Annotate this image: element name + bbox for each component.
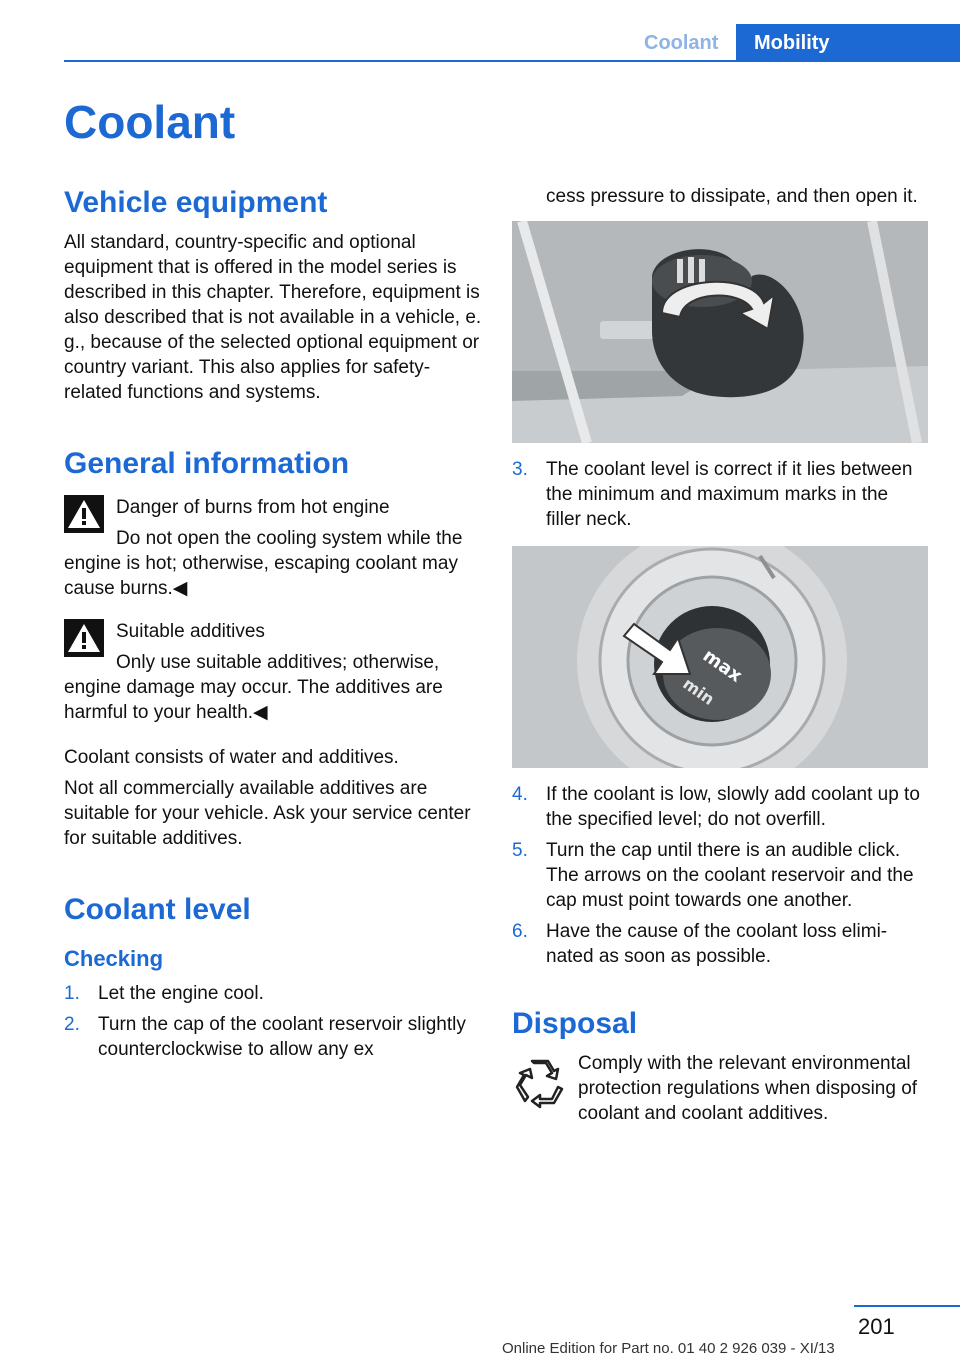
warning-additives-title: Suitable additives — [116, 621, 265, 642]
warning-additives-text — [64, 650, 482, 725]
page-title: Coolant — [64, 96, 236, 148]
disposal-note — [512, 1051, 928, 1126]
filler-neck-photo — [512, 546, 928, 768]
reservoir-cap-photo — [512, 221, 928, 443]
general-info-para1: Coolant consists of water and additives. — [64, 747, 399, 768]
vehicle-equipment-body: All standard, country-specific and optional equipment that is offered in the model series is described in this chapter. Therefore, equipment is also described that is not available in a vehicle, e. g., because of the selected optional equipment or country variant. This also applies for safety-related functions and systems. — [64, 232, 482, 403]
checking-subheading: Checking — [64, 946, 164, 971]
steps-list-left — [64, 981, 482, 1062]
general-info-para2: Not all commercially available additives are suitable for your vehicle. Ask your service center for suitable additives. — [64, 778, 471, 849]
general-info-heading: General information — [64, 447, 350, 480]
disposal-heading: Disposal — [512, 1007, 638, 1040]
steps-list-right-b — [512, 782, 928, 969]
list-item: 3. The coolant level is correct if it lies between the minimum and maximum marks in the filler neck. — [512, 459, 913, 530]
right-column — [512, 184, 928, 1126]
header-chapter-tab — [736, 24, 960, 62]
neck-label-min: min — [679, 673, 718, 709]
warning-additives-text-content: Only use suitable additives; otherwise, engine damage may occur. The additives are harmful to your health.◀ — [64, 652, 443, 723]
warning-burns-text-content: Do not open the cooling system while the engine is hot; otherwise, escaping coolant may cause burns.◀ — [64, 528, 463, 599]
header-chapter: Mobility — [754, 32, 830, 54]
warning-additives — [64, 619, 482, 725]
warning-burns-text — [64, 526, 482, 601]
disposal-text: Comply with the relevant environmental protection regulations when disposing of coolant and coolant additives. — [578, 1053, 918, 1124]
list-item: cess pressure to dissipate, and then open it. — [546, 186, 918, 207]
warning-triangle-icon — [64, 619, 104, 657]
list-item: 4. If the coolant is low, slowly add coolant up to the specified level; do not overfill. — [512, 784, 920, 830]
header-section: Coolant — [644, 32, 719, 54]
list-item: 1. Let the engine cool. — [64, 983, 264, 1004]
list-item: 6. Have the cause of the coolant loss eliminated as soon as possible. — [512, 921, 888, 967]
page-number: 201 — [858, 1314, 895, 1339]
neck-label-max: max — [698, 645, 746, 687]
footer-rule — [854, 1305, 960, 1307]
steps-list-right-a — [512, 457, 928, 532]
footer-edition: Online Edition for Part no. 01 40 2 926 039 - XI/13 — [502, 1340, 835, 1357]
coolant-level-heading: Coolant level — [64, 893, 251, 926]
steps-list-continued — [512, 184, 928, 209]
list-item: 5. Turn the cap until there is an audible click. The arrows on the coolant reservoir and the cap must point towards one another. — [512, 840, 914, 911]
vehicle-equipment-heading: Vehicle equipment — [64, 186, 328, 219]
warning-burns-title: Danger of burns from hot engine — [116, 497, 390, 518]
warning-burns — [64, 495, 482, 601]
list-item: 2. Turn the cap of the coolant reservoir slightly counterclockwise to allow any ex — [64, 1014, 466, 1060]
recycle-icon — [512, 1055, 568, 1111]
warning-triangle-icon — [64, 495, 104, 533]
left-column — [64, 184, 482, 1068]
